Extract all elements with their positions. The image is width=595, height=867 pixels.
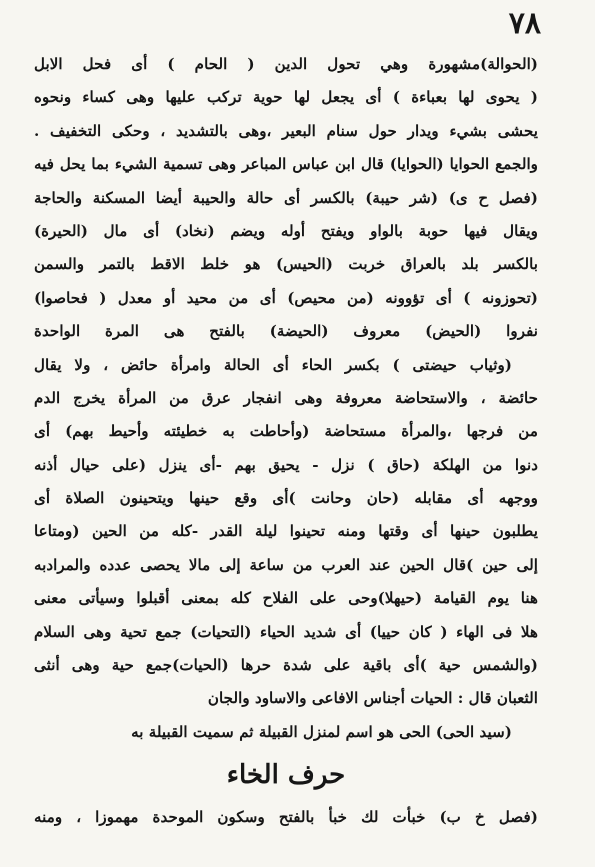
text-line-6: ويقال فيها حوبة بالواو ويفتح أوله ويضم (نخاد) أى مال (الحيرة) [34, 221, 538, 240]
text-line-21: (سيد الحى) الحى هو اسم لمنزل القبيلة ثم سميت القبيلة به [131, 722, 512, 741]
page-number: ٧٨ [508, 6, 541, 41]
text-line-19: (والشمس حية )أى باقية على شدة حرها (الحيات)جمع حية وهى أنثى [34, 656, 538, 675]
text-line-5: (فصل ح ى) (شر حيبة) بالكسر أى حالة والحيبة أيضا المسكنة والحاجة [34, 188, 538, 207]
text-line-9: نفروا (الحيض) معروف (الحيضة) بالفتح هى المرة الواحدة [34, 322, 538, 341]
text-line-14: ووجهه أى مقابله (حان وحانت )أى وقع حينها ويتحينون الصلاة أى [34, 489, 538, 508]
page-body [34, 48, 538, 835]
text-line-4: والجمع الحوايا (الحوايا) قال ابن عباس المباعر وهى تسمية الشيء بما يحل فيه [34, 155, 538, 174]
section-heading: حرف الخاء [226, 760, 346, 791]
text-line-7: بالكسر بلد بالعراق خربت (الحيس) هو خلط الاقط بالتمر والسمن [34, 255, 538, 274]
text-line-8: (تحوزونه ) أى تؤوونه (من محيص) أى من محيد أو معدل ( فحاصوا) [34, 288, 538, 307]
text-line-10: (وثياب حيضتى ) بكسر الحاء أى الحالة وامرأة حائض ، ولا يقال [34, 355, 512, 374]
text-line-18: هلا فى الهاء ( كان حييا) أى شديد الحياء (التحيات) جمع تحية وهى السلام [34, 622, 538, 641]
text-line-12: من فرجها ،والمرأة مستحاضة (وأحاطت به خطيئته وأحيط بهم) أى [34, 422, 538, 441]
text-line-11: حائضة ، والاستحاضة معروفة وهى انفجار عرق من المرأة يخرج الدم [34, 388, 538, 407]
text-line-1: (الحوالة)مشهورة وهي تحول الدين ( الحام ) أى فحل الابل [34, 55, 538, 73]
text-line-2: ( يحوى لها بعباءة ) أى يجعل لها حوية تركب عليها وهى كساء ونحوه [34, 88, 538, 107]
text-line-20: الثعبان قال : الحيات أجناس الافاعى والاساود والجان [207, 689, 538, 708]
text-line-3: يحشى بشيء ويدار حول سنام البعير ،وهى بالتشديد ، وحكى التخفيف . [34, 121, 538, 140]
text-line-13: دنوا من الهلكة (حاق ) نزل - يحيق بهم -أى ينزل (على حيال أذنه [34, 455, 538, 474]
text-line-15: يطلبون حينها أى وقتها ومنه تحينوا ليلة القدر -كله من الحين (ومتاعا [34, 522, 538, 541]
final-text-line: (فصل خ ب) خبأت لك خبأ بالفتح وسكون الموحدة مهموزا ، ومنه [34, 808, 538, 827]
text-line-17: هنا يوم القيامة (حيهلا)وحى على الفلاح كله بمعنى أقبلوا وسيأتى معنى [34, 589, 538, 608]
text-line-16: إلى حين )قال الحين عند العرب من ساعة إلى مالا يحصى عدده والمرادبه [34, 555, 538, 574]
